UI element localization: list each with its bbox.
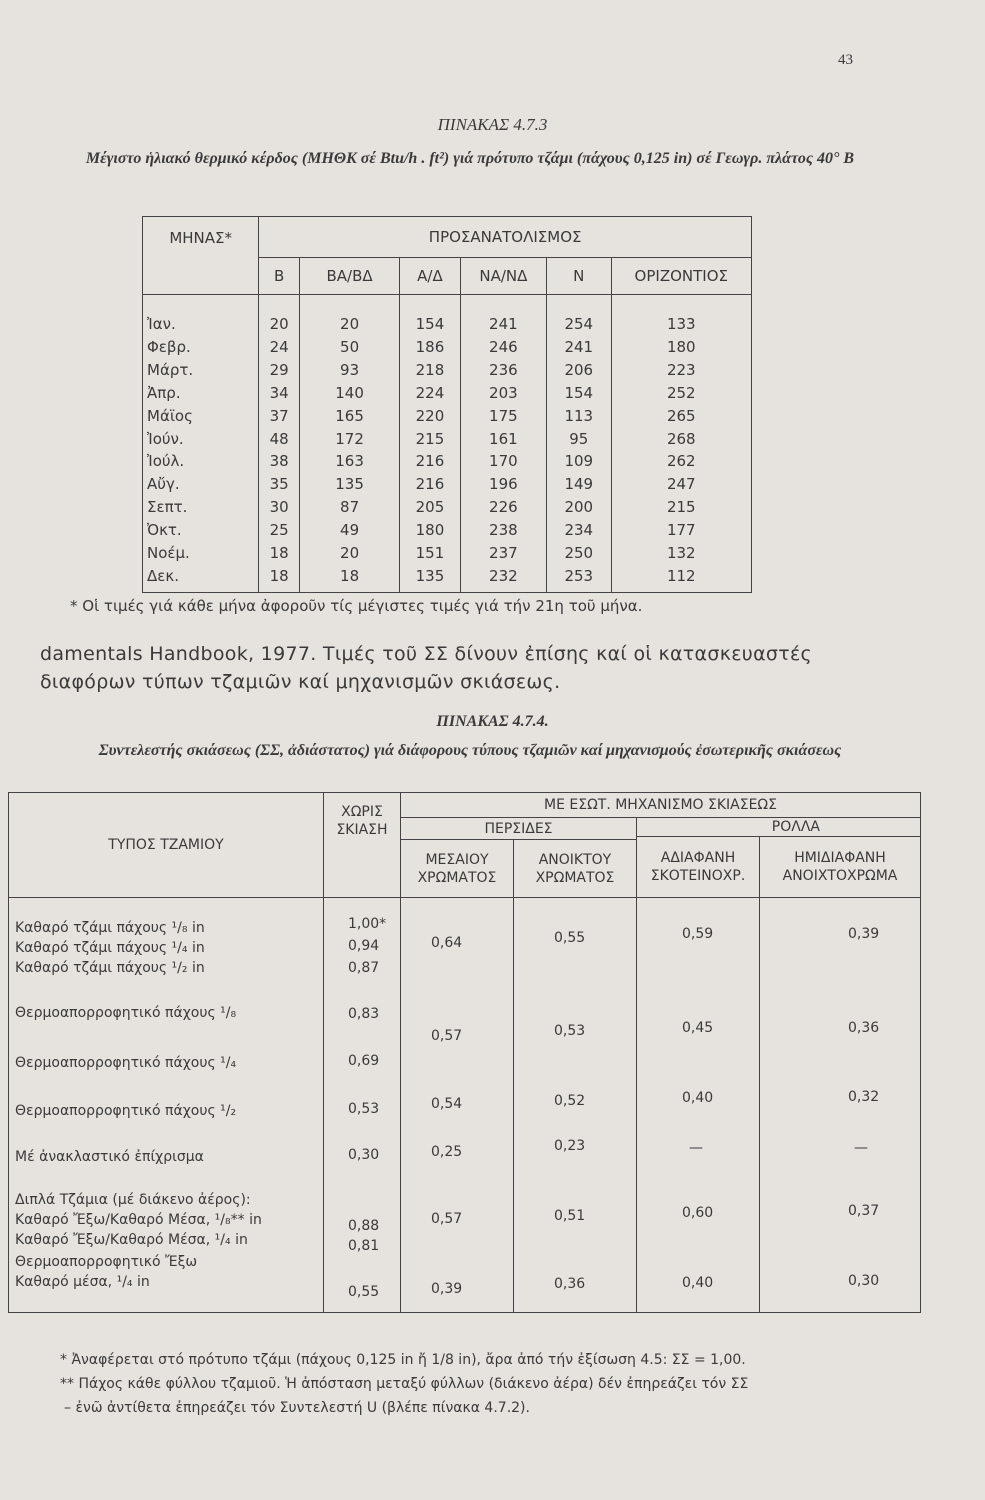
glass-type: Θερμοαπορροφητικό Ἔξω (15, 1254, 198, 1270)
medium-value: 0,57 (431, 1211, 463, 1227)
value-cell: 154 (415, 315, 445, 333)
value-cell: 220 (415, 406, 445, 425)
month-column (143, 295, 259, 593)
semi-header-line-2: ΑΝΟΙΧΤΟΧΡΩΜΑ (782, 868, 898, 884)
value-cell: 226 (489, 498, 518, 517)
opaque-header-line-2: ΣΚΟΤΕΙΝΟΧΡ. (650, 868, 746, 884)
body-text-line-2: διαφόρων τύπων τζαμιῶν καί μηχανισμῶν σκιάσεως. (40, 671, 561, 693)
col-header-se-sw: ΝΑ/ΝΔ (460, 258, 546, 295)
value-cell: 180 (666, 337, 696, 356)
orientation-header: ΠΡΟΣΑΝΑΤΟΛΙΣΜΟΣ (259, 217, 752, 258)
medium-header-line-1: ΜΕΣΑΙΟΥ (425, 851, 489, 868)
no-shade-value: 0,55 (348, 1284, 380, 1300)
opaque-value: 0,40 (682, 1275, 714, 1291)
no-shade-value: 0,30 (348, 1147, 380, 1163)
value-cell: 180 (415, 521, 445, 540)
value-cell: 215 (415, 429, 445, 448)
medium-column (401, 898, 514, 1313)
month-label: Ὀκτ. (147, 521, 182, 540)
value-cell: 232 (489, 566, 518, 585)
no-shade-header-line-1: ΧΩΡΙΣ (341, 804, 383, 820)
value-cell: 25 (269, 521, 289, 540)
col-header-horizontal: ΟΡΙΖΟΝΤΙΟΣ (611, 258, 751, 295)
light-value: 0,55 (554, 930, 586, 946)
month-label: Ἀπρ. (147, 383, 181, 402)
value-cell: 132 (666, 544, 696, 563)
no-shade-value: 0,69 (348, 1053, 380, 1069)
value-cell: 163 (335, 452, 364, 471)
value-cell: 218 (415, 360, 445, 379)
value-cell: 216 (415, 475, 445, 494)
value-cell: 237 (489, 544, 518, 563)
col-header-e-w: Α/Δ (400, 258, 461, 295)
opaque-value: — (689, 1140, 703, 1156)
month-header: ΜΗΝΑΣ* (143, 217, 259, 295)
no-shade-value: 0,81 (348, 1238, 380, 1254)
value-cell: 254 (564, 315, 594, 333)
value-cell: 246 (489, 337, 518, 356)
value-cell: 252 (666, 383, 696, 402)
col-header-south: Ν (547, 258, 612, 295)
no-shade-column (324, 898, 401, 1313)
light-column (514, 898, 637, 1313)
glass-type: Καθαρό μέσα, ¹/₄ in (15, 1274, 150, 1290)
value-cell: 37 (269, 406, 289, 425)
value-cell: 238 (489, 521, 518, 540)
value-cell: 113 (564, 406, 594, 425)
opaque-value: 0,60 (682, 1205, 714, 1221)
table1-subtitle: Μέγιστο ἡλιακό θερμικό κέρδος (ΜΗΘΚ σέ Btu/h . ft²) γιά πρότυπο τζάμι (πάχους 0,125 in) σέ Γεωγρ. πλάτος 40° Β (85, 150, 855, 167)
values-e-w (400, 295, 461, 593)
value-cell: 151 (415, 544, 445, 563)
glass-type-column (9, 898, 324, 1313)
medium-value: 0,25 (431, 1144, 463, 1160)
value-cell: 18 (269, 566, 289, 585)
light-header (514, 840, 637, 898)
light-value: 0,23 (554, 1138, 586, 1154)
month-label: Μάϊος (147, 406, 193, 425)
value-cell: 205 (415, 498, 445, 517)
value-cell: 186 (415, 337, 445, 356)
value-cell: 196 (489, 475, 518, 494)
semi-value: — (854, 1140, 868, 1156)
value-cell: 241 (489, 315, 518, 333)
no-shade-value: 0,87 (348, 960, 380, 976)
glass-type: Καθαρό τζάμι πάχους ¹/₈ in (15, 920, 205, 936)
no-shade-value: 1,00* (348, 916, 387, 932)
no-shade-value: 0,94 (348, 938, 380, 954)
semi-header (760, 837, 921, 898)
type-header: ΤΥΠΟΣ ΤΖΑΜΙΟΥ (9, 793, 324, 898)
light-value: 0,36 (554, 1276, 586, 1292)
month-label: Ἰούλ. (147, 452, 185, 471)
glass-type: Διπλά Τζάμια (μέ διάκενο ἀέρος): (15, 1192, 251, 1208)
no-shade-value: 0,83 (348, 1006, 380, 1022)
value-cell: 29 (269, 360, 289, 379)
values-south (547, 295, 612, 593)
value-cell: 95 (569, 429, 589, 448)
value-cell: 216 (415, 452, 445, 471)
medium-header-line-2: ΧΡΩΜΑΤΟΣ (417, 869, 497, 886)
no-shade-value: 0,88 (348, 1218, 380, 1234)
table1-footnote: * Οἱ τιμές γιά κάθε μήνα ἀφοροῦν τίς μέγιστες τιμές γιά τήν 21η τοῦ μήνα. (70, 597, 643, 615)
table2-footnote-1: * Ἀναφέρεται στό πρότυπο τζάμι (πάχους 0,125 in ἤ 1/8 in), ἄρα ἀπό τήν ἐξίσωση 4.5: ΣΣ = 1,00. (60, 1352, 746, 1368)
value-cell: 93 (340, 360, 360, 379)
value-cell: 241 (564, 337, 594, 356)
value-cell: 149 (564, 475, 594, 494)
opaque-header-line-1: ΑΔΙΑΦΑΝΗ (660, 850, 736, 866)
col-header-ne-nw: ΒΑ/ΒΔ (300, 258, 400, 295)
value-cell: 20 (340, 315, 360, 333)
value-cell: 265 (666, 406, 696, 425)
col-header-north: Β (259, 258, 300, 295)
value-cell: 30 (269, 498, 289, 517)
opaque-value: 0,45 (682, 1020, 714, 1036)
value-cell: 34 (269, 383, 289, 402)
solar-heat-gain-table (142, 216, 752, 593)
value-cell: 135 (335, 475, 364, 494)
value-cell: 236 (489, 360, 518, 379)
values-se-sw (460, 295, 546, 593)
page-number: 43 (838, 52, 853, 68)
glass-type: Καθαρό τζάμι πάχους ¹/₂ in (15, 960, 205, 976)
values-north (259, 295, 300, 593)
value-cell: 50 (340, 337, 360, 356)
value-cell: 135 (415, 566, 445, 585)
value-cell: 262 (666, 452, 696, 471)
month-label: Ἰαν. (147, 315, 176, 333)
value-cell: 24 (269, 337, 289, 356)
light-value: 0,52 (554, 1093, 586, 1109)
blinds-header: ΠΕΡΣΙΔΕΣ (401, 818, 637, 840)
month-label: Σεπτ. (147, 498, 188, 517)
month-label: Ἰούν. (147, 429, 184, 448)
table2-footnote-2: ** Πάχος κάθε φύλλου τζαμιοῦ. Ἡ ἀπόσταση μεταξύ φύλλων (διάκενο ἀέρα) δέν ἐπηρεάζει τόν ΣΣ (60, 1376, 749, 1392)
value-cell: 48 (269, 429, 289, 448)
medium-value: 0,54 (431, 1096, 463, 1112)
semi-column (760, 898, 921, 1313)
value-cell: 224 (415, 383, 445, 402)
value-cell: 177 (666, 521, 696, 540)
opaque-header (637, 837, 760, 898)
value-cell: 18 (340, 566, 360, 585)
medium-value: 0,39 (431, 1281, 463, 1297)
value-cell: 109 (564, 452, 594, 471)
value-cell: 200 (564, 498, 594, 517)
semi-value: 0,30 (848, 1273, 880, 1289)
value-cell: 175 (489, 406, 518, 425)
medium-value: 0,57 (431, 1028, 463, 1044)
light-header-line-2: ΧΡΩΜΑΤΟΣ (535, 869, 615, 886)
glass-type: Καθαρό Ἔξω/Καθαρό Μέσα, ¹/₈** in (15, 1212, 262, 1228)
opaque-value: 0,40 (682, 1090, 714, 1106)
roller-header: ΡΟΛΛΑ (637, 818, 921, 837)
value-cell: 206 (564, 360, 594, 379)
medium-value: 0,64 (431, 935, 463, 951)
month-label: Αὔγ. (147, 475, 180, 494)
value-cell: 247 (666, 475, 696, 494)
semi-value: 0,39 (848, 926, 880, 942)
table2-footnote-3: – ἐνῶ ἀντίθετα ἐπηρεάζει τόν Συντελεστή U (βλέπε πίνακα 4.7.2). (64, 1400, 530, 1416)
value-cell: 215 (666, 498, 696, 517)
glass-type: Καθαρό Ἔξω/Καθαρό Μέσα, ¹/₄ in (15, 1232, 248, 1248)
value-cell: 38 (269, 452, 289, 471)
value-cell: 35 (269, 475, 289, 494)
glass-type: Θερμοαπορροφητικό πάχους ¹/₂ (15, 1103, 237, 1119)
value-cell: 250 (564, 544, 594, 563)
value-cell: 87 (340, 498, 360, 517)
values-ne-nw (300, 295, 400, 593)
value-cell: 20 (269, 315, 289, 333)
no-shade-value: 0,53 (348, 1101, 380, 1117)
glass-type: Μέ ἀνακλαστικό ἐπίχρισμα (15, 1149, 204, 1165)
month-label: Δεκ. (147, 566, 179, 585)
opaque-column (637, 898, 760, 1313)
medium-header (401, 840, 514, 898)
light-value: 0,51 (554, 1208, 586, 1224)
value-cell: 203 (489, 383, 518, 402)
value-cell: 268 (666, 429, 696, 448)
month-label: Νοέμ. (147, 544, 190, 563)
month-label: Μάρτ. (147, 360, 194, 379)
value-cell: 20 (340, 544, 360, 563)
no-shade-header (324, 793, 401, 898)
value-cell: 112 (666, 566, 696, 585)
value-cell: 253 (564, 566, 594, 585)
with-shade-header: ΜΕ ΕΣΩΤ. ΜΗΧΑΝΙΣΜΟ ΣΚΙΑΣΕΩΣ (401, 793, 921, 818)
value-cell: 170 (489, 452, 518, 471)
light-header-line-1: ΑΝΟΙΚΤΟΥ (538, 851, 612, 868)
glass-type: Θερμοαπορροφητικό πάχους ¹/₈ (15, 1005, 237, 1021)
opaque-value: 0,59 (682, 926, 714, 942)
body-text-line-1: damentals Handbook, 1977. Τιμές τοῦ ΣΣ δίνουν ἐπίσης καί οἱ κατασκευαστές (40, 643, 812, 665)
value-cell: 234 (564, 521, 594, 540)
value-cell: 49 (340, 521, 360, 540)
glass-type: Καθαρό τζάμι πάχους ¹/₄ in (15, 940, 205, 956)
value-cell: 154 (564, 383, 594, 402)
values-horizontal (611, 295, 751, 593)
value-cell: 223 (666, 360, 696, 379)
no-shade-header-line-2: ΣΚΙΑΣΗ (336, 822, 388, 838)
value-cell: 133 (666, 315, 696, 333)
value-cell: 140 (335, 383, 364, 402)
semi-header-line-1: ΗΜΙΔΙΑΦΑΝΗ (794, 850, 886, 866)
month-label: Φεβρ. (147, 337, 191, 356)
semi-value: 0,32 (848, 1089, 880, 1105)
table2-subtitle: Συντελεστής σκιάσεως (ΣΣ, ἀδιάστατος) γιά διάφορους τύπους τζαμιῶν καί μηχανισμούς ἐσωτερικῆς σκιάσεως (98, 742, 842, 759)
light-value: 0,53 (554, 1023, 586, 1039)
semi-value: 0,37 (848, 1203, 880, 1219)
value-cell: 165 (335, 406, 364, 425)
shading-coefficient-table (8, 792, 921, 1313)
glass-type: Θερμοαπορροφητικό πάχους ¹/₄ (15, 1055, 237, 1071)
value-cell: 18 (269, 544, 289, 563)
value-cell: 161 (489, 429, 518, 448)
table2-caption: ΠΙΝΑΚΑΣ 4.7.4. (436, 713, 549, 730)
value-cell: 172 (335, 429, 364, 448)
table1-caption: ΠΙΝΑΚΑΣ 4.7.3 (437, 115, 548, 134)
semi-value: 0,36 (848, 1020, 880, 1036)
